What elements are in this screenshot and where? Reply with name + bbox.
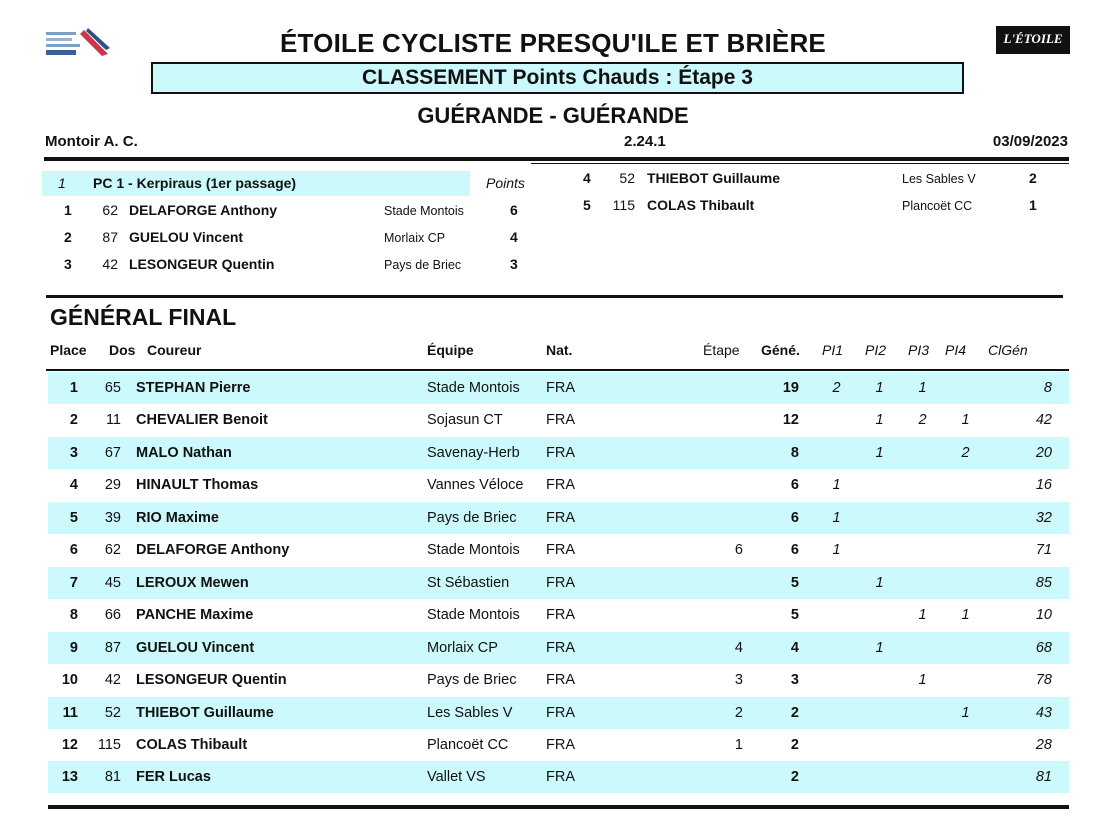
dos-cell: 62 [104,542,121,559]
rider-name: PANCHE Maxime [136,607,254,624]
general-rank: 42 [1035,412,1052,429]
team-name: Plancoët CC [427,736,509,753]
pc-place: 5 [583,197,591,213]
rider-name: FER Lucas [136,769,211,786]
pc-points: 6 [510,202,518,218]
race-date: 03/09/2023 [992,133,1068,150]
table-row [48,534,1069,566]
table-row [48,437,1069,469]
general-points: 5 [790,574,799,591]
table-row [48,469,1069,501]
rider-name: LEROUX Mewen [136,574,249,591]
place-cell: 9 [69,639,78,656]
col-header-pi3: PI3 [908,342,930,358]
divider [44,157,1069,161]
general-points: 5 [790,607,799,624]
stage-points: 2 [734,704,743,721]
pi3-points: 1 [918,380,927,396]
col-header-place: Place [50,342,87,358]
pi2-points: 1 [875,412,884,429]
pi3-points: 1 [918,607,927,624]
pc-points-label: Points [486,175,525,191]
pc-dos: 115 [612,197,635,213]
pi2-points: 1 [875,574,884,591]
place-cell: 13 [61,769,78,786]
table-row [48,502,1069,534]
rider-name: RIO Maxime [136,509,219,526]
pc-points: 4 [510,229,518,245]
table-row [48,567,1069,599]
stage-points: 6 [734,542,743,559]
col-header-dos: Dos [109,342,136,358]
pi1-points: 1 [832,477,841,494]
stage-points: 3 [734,672,743,689]
general-points: 3 [790,672,799,689]
nationality: FRA [546,704,575,721]
divider [531,163,1069,164]
rider-name: HINAULT Thomas [136,477,259,494]
table-row [48,664,1069,696]
general-title: GÉNÉRAL FINAL [50,304,237,330]
pc-dos: 52 [619,170,635,186]
dos-cell: 29 [104,477,121,494]
place-cell: 3 [69,444,78,461]
place-cell: 5 [69,509,78,526]
team-name: Pays de Briec [427,509,517,526]
nationality: FRA [546,477,575,494]
dos-cell: 67 [104,444,121,461]
general-rank: 78 [1035,672,1052,689]
place-cell: 1 [69,380,78,396]
team-name: Stade Montois [427,380,520,396]
nationality: FRA [546,607,575,624]
team-name: Les Sables V [427,704,513,721]
col-header-pi2: PI2 [865,342,887,358]
dos-cell: 45 [104,574,121,591]
pc-rider: LESONGEUR Quentin [129,256,275,272]
general-points: 8 [790,444,799,461]
col-header-nat: Nat. [546,342,573,358]
pc-rider: DELAFORGE Anthony [129,202,278,218]
general-points: 2 [790,769,799,786]
pi2-points: 1 [875,639,884,656]
rider-name: CHEVALIER Benoit [136,412,268,429]
place-cell: 12 [61,736,78,753]
pi1-points: 2 [832,380,841,396]
dos-cell: 39 [104,509,121,526]
stage-points: 4 [734,639,743,656]
table-row [48,632,1069,664]
pc-team: Plancoët CC [902,199,973,213]
dos-cell: 42 [104,672,121,689]
table-row [48,729,1069,761]
nationality: FRA [546,736,575,753]
pc-team: Stade Montois [384,204,464,218]
col-header-pi4: PI4 [945,342,967,358]
divider [46,295,1063,298]
nationality: FRA [546,672,575,689]
table-row [48,599,1069,631]
etoile-logo: L'ÉTOILE [996,26,1070,54]
general-rank: 85 [1035,574,1052,591]
version: 2.24.1 [624,133,666,150]
team-name: Stade Montois [427,542,520,559]
rider-name: THIEBOT Guillaume [136,704,274,721]
pi4-points: 1 [961,704,970,721]
team-name: Morlaix CP [427,639,498,656]
pc-number: 1 [58,175,66,191]
rider-name: MALO Nathan [136,444,232,461]
general-points: 2 [790,704,799,721]
general-rank: 16 [1035,477,1052,494]
general-rank: 81 [1035,769,1052,786]
general-rank: 20 [1035,444,1052,461]
pi1-points: 1 [832,542,841,559]
pi4-points: 1 [961,607,970,624]
rider-name: LESONGEUR Quentin [136,672,287,689]
general-points: 2 [790,736,799,753]
page-title: ÉTOILE CYCLISTE PRESQU'ILE ET BRIÈRE [280,28,826,58]
dos-cell: 65 [104,380,121,396]
general-points: 4 [790,639,799,656]
table-row [48,404,1069,436]
general-rank: 28 [1035,736,1052,753]
stage-points: 1 [734,736,743,753]
nationality: FRA [546,380,575,396]
place-cell: 2 [69,412,78,429]
nationality: FRA [546,542,575,559]
team-name: Vallet VS [427,769,486,786]
pc-points: 3 [510,256,518,272]
rider-name: GUELOU Vincent [136,639,255,656]
pc-place: 3 [64,256,72,272]
pc-team: Pays de Briec [384,258,462,272]
nationality: FRA [546,412,575,429]
divider [48,805,1069,809]
pi4-points: 1 [961,412,970,429]
team-name: Pays de Briec [427,672,517,689]
pi3-points: 1 [918,672,927,689]
col-header-rider: Coureur [147,342,202,358]
col-header-clgen: ClGén [988,342,1028,358]
team-name: St Sébastien [427,574,510,591]
col-header-general: Géné. [761,342,800,358]
col-header-team: Équipe [427,342,474,358]
rider-name: DELAFORGE Anthony [136,542,290,559]
team-name: Stade Montois [427,607,520,624]
ranking-subtitle: CLASSEMENT Points Chauds : Étape 3 [151,62,964,94]
pc-rider: GUELOU Vincent [129,229,244,245]
dos-cell: 11 [105,412,121,429]
general-rank: 68 [1035,639,1052,656]
race-name: GUÉRANDE - GUÉRANDE [417,103,689,128]
pc-dos: 87 [102,229,118,245]
general-points: 12 [782,412,799,429]
pi2-points: 1 [875,444,884,461]
general-points: 6 [790,509,799,526]
place-cell: 7 [69,574,78,591]
general-points: 19 [782,380,799,396]
nationality: FRA [546,509,575,526]
table-row [48,761,1069,793]
general-rank: 10 [1035,607,1052,624]
dos-cell: 87 [104,639,121,656]
col-header-stage: Étape [703,342,740,358]
pc-dos: 42 [102,256,118,272]
dos-cell: 52 [104,704,121,721]
pc-rider: COLAS Thibault [647,197,755,213]
col-header-pi1: PI1 [822,342,844,358]
nationality: FRA [546,769,575,786]
team-name: Savenay-Herb [427,444,520,461]
pi3-points: 2 [918,412,927,429]
pc-place: 4 [583,170,591,186]
pi1-points: 1 [832,509,841,526]
general-rank: 32 [1035,509,1052,526]
pc-team: Les Sables V [902,172,976,186]
nationality: FRA [546,639,575,656]
place-cell: 8 [69,607,78,624]
pc-name: PC 1 - Kerpiraus (1er passage) [93,175,297,191]
dos-cell: 81 [104,769,121,786]
organizer: Montoir A. C. [45,133,138,150]
pi2-points: 1 [875,380,884,396]
rider-name: STEPHAN Pierre [136,380,251,396]
table-row [48,372,1069,404]
table-row [48,697,1069,729]
team-name: Sojasun CT [427,412,503,429]
nationality: FRA [546,574,575,591]
place-cell: 6 [69,542,78,559]
pc-points: 1 [1029,197,1037,213]
pc-dos: 62 [102,202,118,218]
general-points: 6 [790,477,799,494]
pi4-points: 2 [961,444,970,461]
pc-points: 2 [1029,170,1037,186]
pc-team: Morlaix CP [384,231,446,245]
general-rank: 71 [1035,542,1052,559]
place-cell: 11 [62,704,78,721]
nationality: FRA [546,444,575,461]
pc-place: 1 [64,202,72,218]
general-rank: 43 [1035,704,1052,721]
rider-name: COLAS Thibault [136,736,248,753]
dos-cell: 66 [104,607,121,624]
dos-cell: 115 [97,736,121,753]
pc-place: 2 [64,229,72,245]
pc-rider: THIEBOT Guillaume [647,170,781,186]
place-cell: 10 [61,672,78,689]
general-rank: 8 [1043,380,1052,396]
team-name: Vannes Véloce [427,477,524,494]
place-cell: 4 [69,477,78,494]
general-points: 6 [790,542,799,559]
divider [46,369,1069,371]
